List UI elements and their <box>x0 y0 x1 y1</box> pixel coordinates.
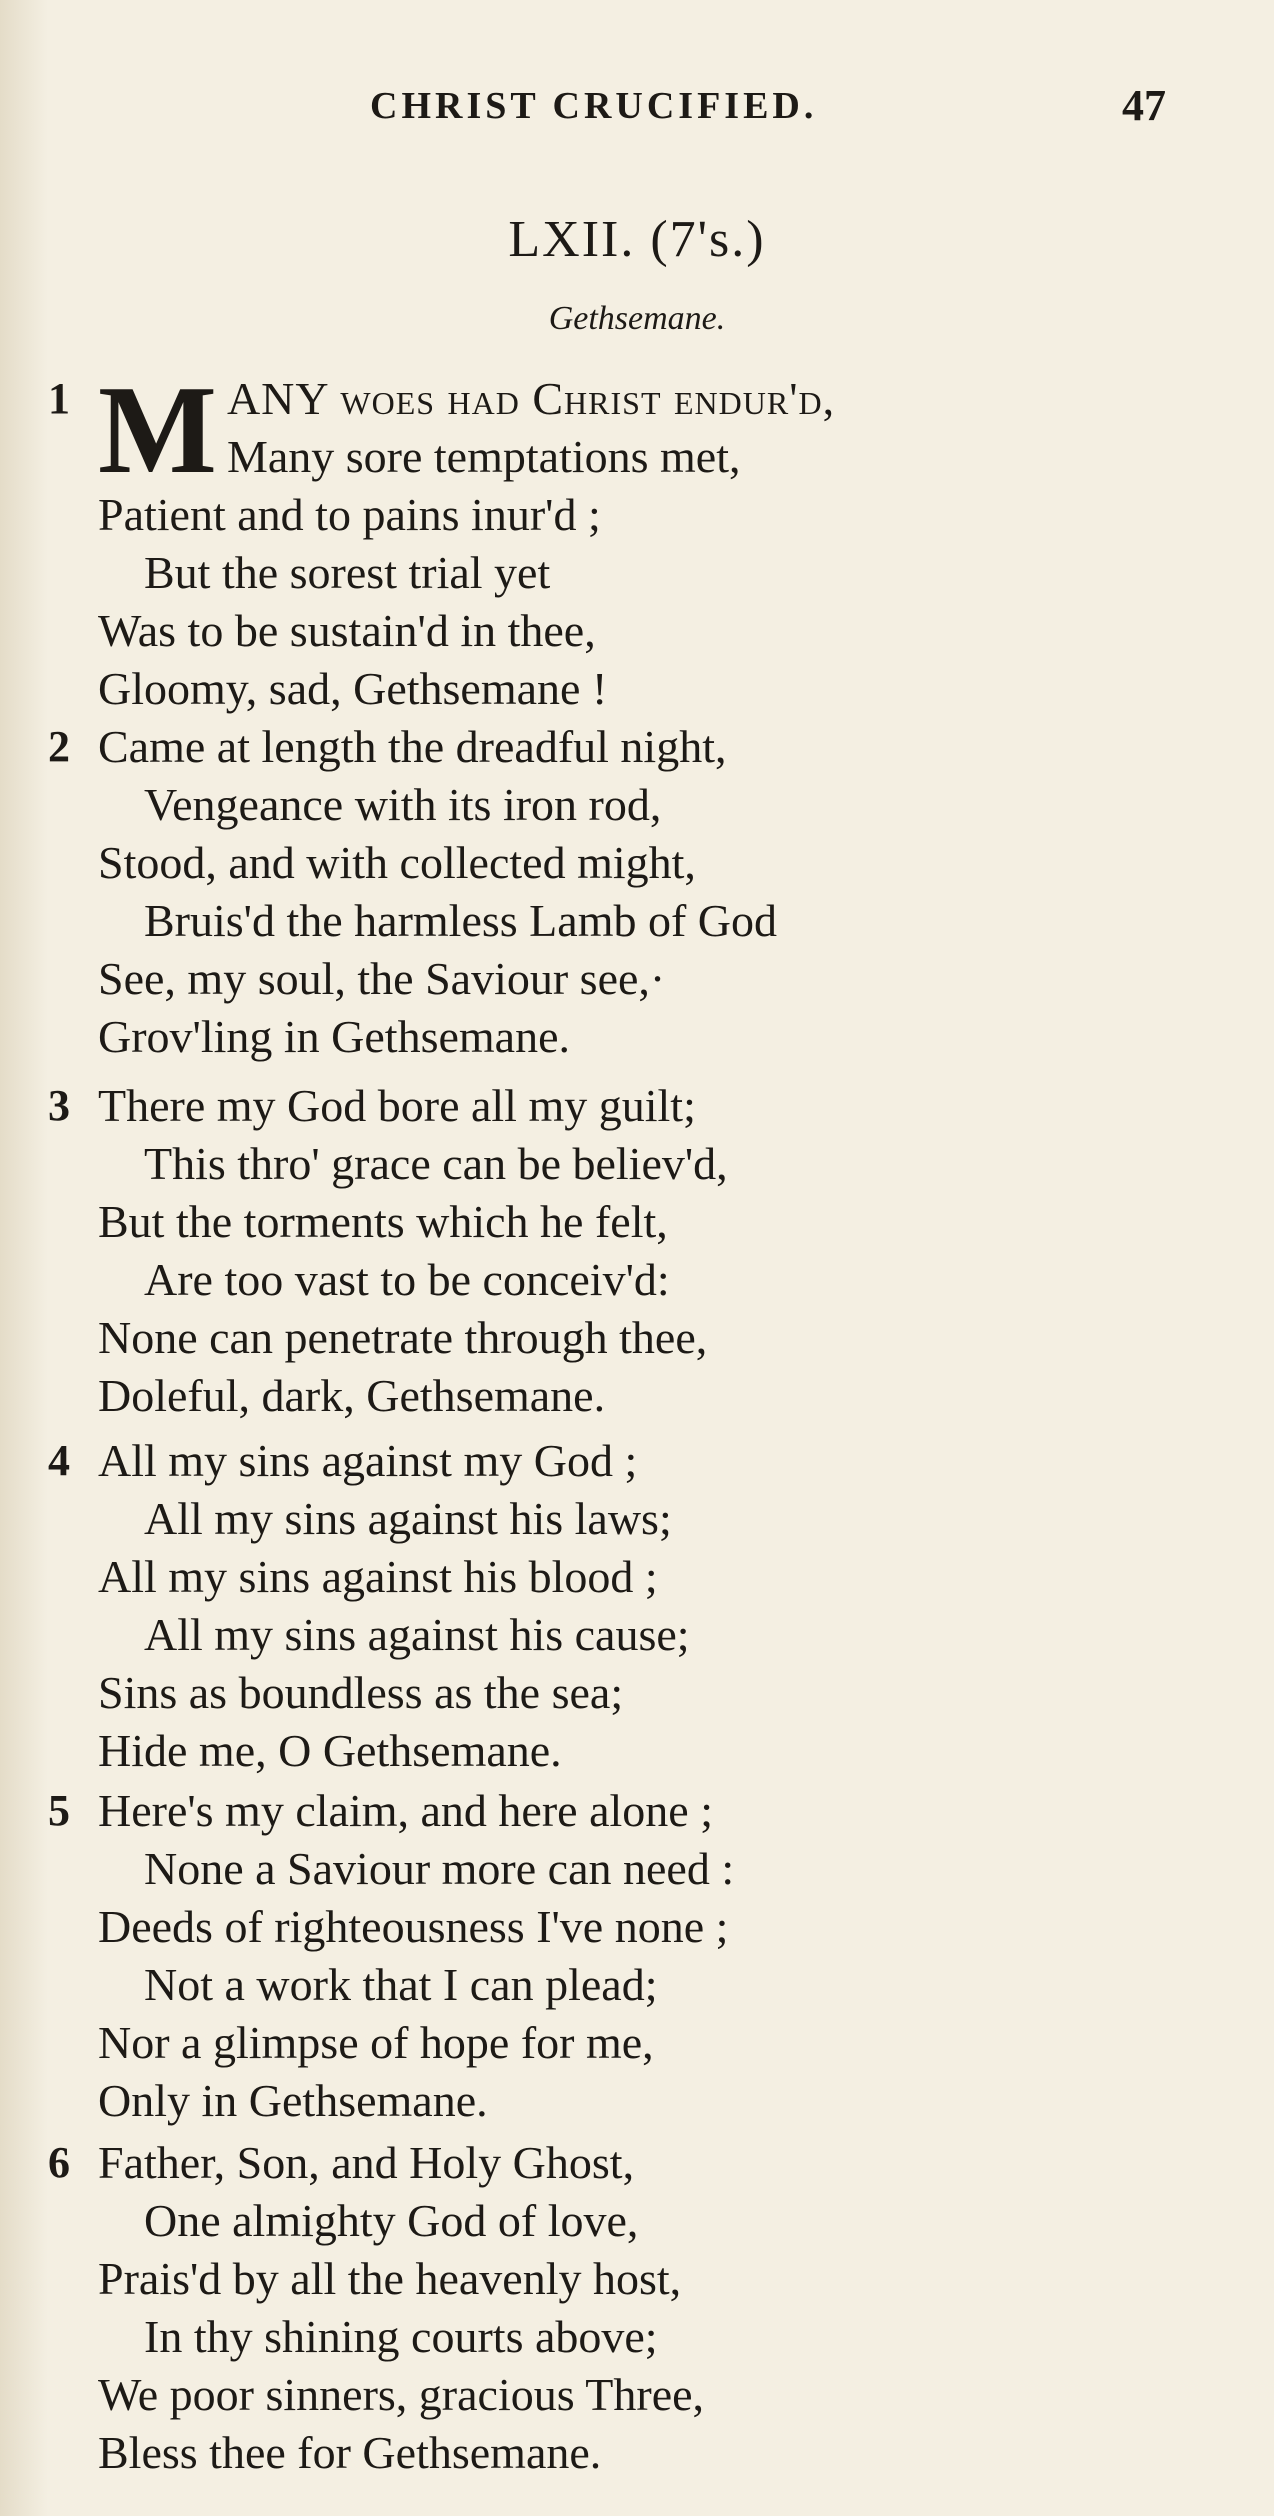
verse-line: See, my soul, the Saviour see,· <box>98 953 666 1004</box>
stanza-number: 4 <box>48 1436 70 1485</box>
verse-line: Stood, and with collected might, <box>98 837 696 888</box>
verse-line: But the sorest trial yet <box>144 547 551 598</box>
stanza-6 <box>48 2134 1248 2482</box>
verse-line: Was to be sustain'd in thee, <box>98 605 596 656</box>
verse-line: But the torments which he felt, <box>98 1196 668 1247</box>
verse-line: Many sore temptations met, <box>226 431 741 482</box>
running-head: CHRIST CRUCIFIED. <box>370 85 818 127</box>
verse-line: Grov'ling in Gethsemane. <box>98 1011 571 1062</box>
verse-line: ANY woes had Christ endur'd, <box>226 373 836 424</box>
verse-line: Doleful, dark, Gethsemane. <box>98 1370 606 1421</box>
verse-line: Are too vast to be conceiv'd: <box>144 1254 670 1305</box>
drop-cap: M <box>98 361 217 500</box>
verse-line: None a Saviour more can need : <box>144 1843 735 1894</box>
stanza-4 <box>48 1432 1248 1780</box>
verse-line: One almighty God of love, <box>144 2195 639 2246</box>
verse-line: Prais'd by all the heavenly host, <box>98 2253 682 2304</box>
verse-line: There my God bore all my guilt; <box>98 1080 696 1131</box>
stanza-number: 3 <box>48 1081 70 1130</box>
verse-line: Not a work that I can plead; <box>144 1959 658 2010</box>
page-number: 47 <box>1122 81 1166 130</box>
verse-line: Nor a glimpse of hope for me, <box>98 2017 654 2068</box>
stanza-5 <box>48 1782 1248 2130</box>
stanza-number: 6 <box>48 2138 70 2187</box>
verse-line: Came at length the dreadful night, <box>98 721 727 772</box>
verse-line: Bless thee for Gethsemane. <box>98 2427 602 2478</box>
stanza-3 <box>48 1077 1248 1425</box>
stanza-2 <box>48 718 1248 1066</box>
verse-line: Father, Son, and Holy Ghost, <box>98 2137 635 2188</box>
verse-line: All my sins against his cause; <box>144 1609 690 1660</box>
verse-line: This thro' grace can be believ'd, <box>144 1138 728 1189</box>
page-edge-shadow <box>0 0 48 2516</box>
verse-line: In thy shining courts above; <box>144 2311 658 2362</box>
verse-line: Sins as boundless as the sea; <box>98 1667 624 1718</box>
verse-line: Only in Gethsemane. <box>98 2075 488 2126</box>
hymn-number: LXII. (7's.) <box>508 211 766 268</box>
stanza-1 <box>48 361 1248 718</box>
verse-line: Here's my claim, and here alone ; <box>98 1785 713 1836</box>
tune-name: Gethsemane. <box>548 300 726 337</box>
verse-line: Hide me, O Gethsemane. <box>98 1725 562 1776</box>
verse-line: We poor sinners, gracious Three, <box>98 2369 705 2420</box>
verse-line: None can penetrate through thee, <box>98 1312 708 1363</box>
verse-line: Patient and to pains inur'd ; <box>98 489 601 540</box>
verse-line: All my sins against his blood ; <box>98 1551 658 1602</box>
verse-line: Bruis'd the harmless Lamb of God <box>144 895 778 946</box>
stanza-number: 2 <box>48 722 70 771</box>
verse-line: All my sins against his laws; <box>144 1493 672 1544</box>
stanza-number: 5 <box>48 1786 70 1835</box>
verse-line: Deeds of righteousness I've none ; <box>98 1901 729 1952</box>
verse-line: Vengeance with its iron rod, <box>144 779 662 830</box>
verse-line: All my sins against my God ; <box>98 1435 638 1486</box>
verse-line: Gloomy, sad, Gethsemane ! <box>98 663 608 714</box>
stanza-number: 1 <box>48 374 70 423</box>
